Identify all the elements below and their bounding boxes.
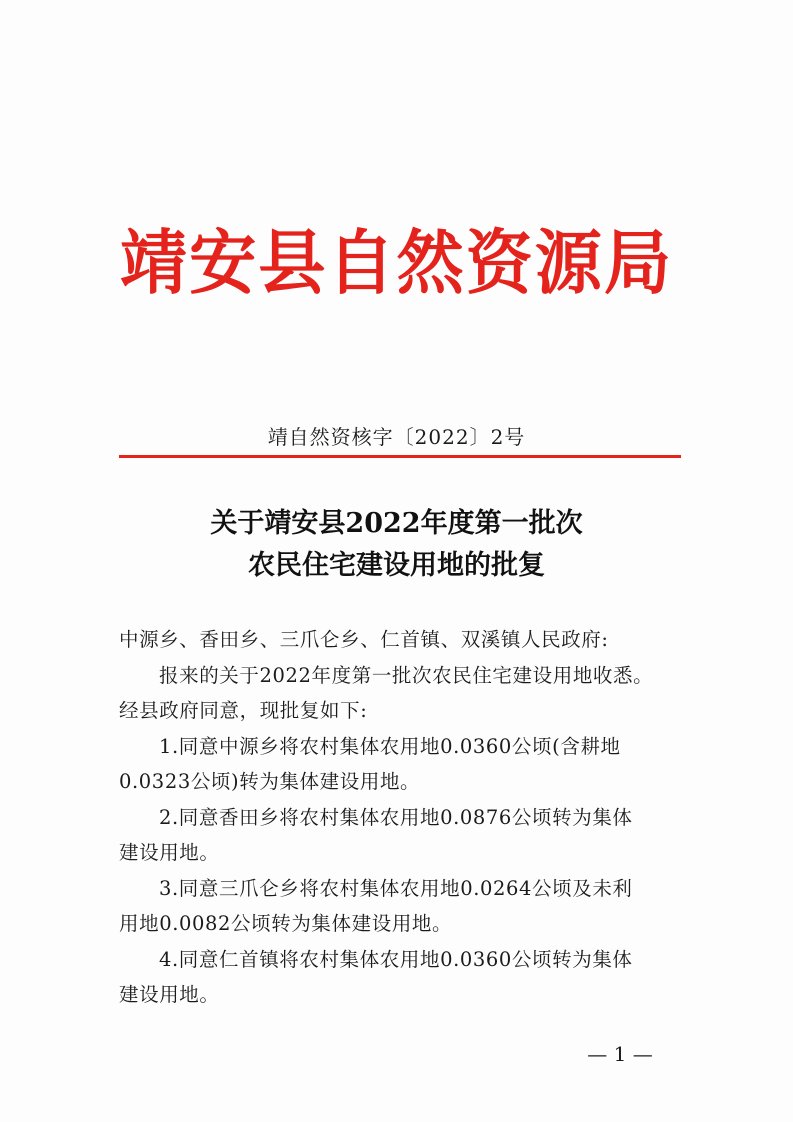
title-line-2: 农民住宅建设用地的批复 (248, 550, 545, 581)
body-line: 建设用地。 (119, 983, 220, 1006)
body-line: 4.同意仁首镇将农村集体农用地0.0360公顷转为集体 (159, 947, 633, 971)
body-line: 3.同意三爪仑乡将农村集体农用地0.0264公顷及未利 (159, 876, 633, 900)
body-line: 报来的关于2022年度第一批次农民住宅建设用地收悉。 (159, 663, 654, 687)
issuer-header: 靖安县自然资源局 (120, 221, 673, 304)
body-line: 2.同意香田乡将农村集体农用地0.0876公顷转为集体 (159, 805, 633, 829)
page-number: — 1 — (587, 1042, 653, 1066)
body-line: 经县政府同意，现批复如下: (119, 699, 368, 722)
title-line-1: 关于靖安县2022年度第一批次 (210, 508, 583, 539)
body-line: 0.0323公顷)转为集体建设用地。 (119, 770, 421, 793)
document-number: 靖自然资核字〔2022〕2号 (267, 425, 526, 449)
body-line: 用地0.0082公顷转为集体建设用地。 (119, 912, 453, 935)
body-line: 1.同意中源乡将农村集体农用地0.0360公顷(含耕地 (159, 734, 621, 758)
addressee: 中源乡、香田乡、三爪仑乡、仁首镇、双溪镇人民政府: (119, 628, 609, 651)
document-title (0, 503, 793, 587)
document-body (119, 622, 684, 1013)
red-divider-line (119, 455, 681, 458)
body-line: 建设用地。 (119, 841, 220, 864)
